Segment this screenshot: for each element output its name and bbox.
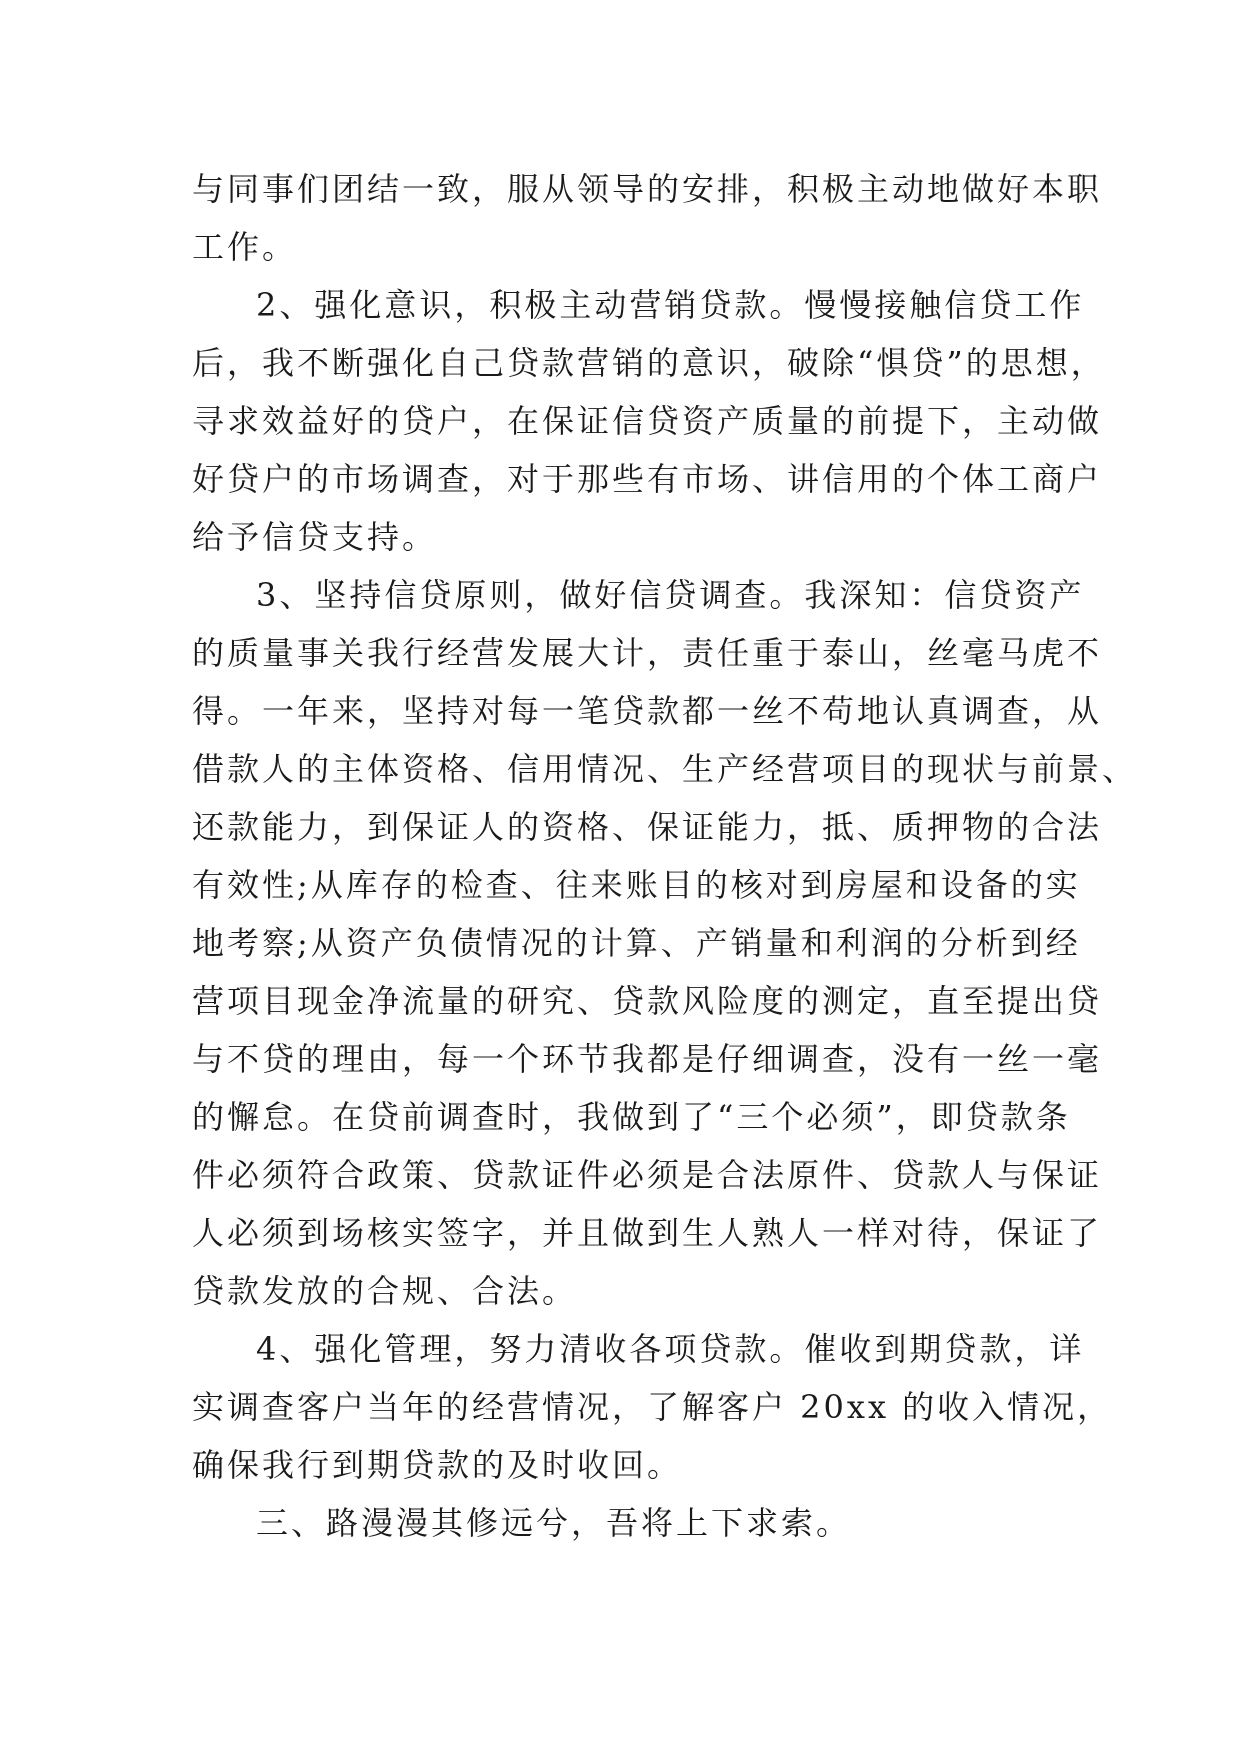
paragraph-start-line: 4、强化管理，努力清收各项贷款。催收到期贷款，详 bbox=[256, 1330, 1085, 1368]
document-body bbox=[192, 160, 1138, 1552]
text-line: 后，我不断强化自己贷款营销的意识，破除“惧贷”的思想， bbox=[192, 344, 1106, 382]
text-line: 寻求效益好的贷户，在保证信贷资产质量的前提下，主动做 bbox=[192, 402, 1103, 440]
text-line: 还款能力，到保证人的资格、保证能力，抵、质押物的合法 bbox=[192, 808, 1103, 846]
section-heading-line: 三、路漫漫其修远兮，吾将上下求索。 bbox=[256, 1504, 852, 1542]
text-line: 确保我行到期贷款的及时收回。 bbox=[192, 1446, 683, 1484]
text-line: 得。一年来，坚持对每一笔贷款都一丝不苟地认真调查，从 bbox=[192, 692, 1103, 730]
text-line: 实调查客户当年的经营情况，了解客户 20xx 的收入情况， bbox=[192, 1388, 1113, 1426]
paragraph-start-line: 3、坚持信贷原则，做好信贷调查。我深知：信贷资产 bbox=[256, 576, 1085, 614]
text-line: 的质量事关我行经营发展大计，责任重于泰山，丝毫马虎不 bbox=[192, 634, 1103, 672]
text-line: 给予信贷支持。 bbox=[192, 518, 438, 556]
text-line: 借款人的主体资格、信用情况、生产经营项目的现状与前景、 bbox=[192, 750, 1138, 788]
text-line: 与同事们团结一致，服从领导的安排，积极主动地做好本职 bbox=[192, 170, 1103, 208]
paragraph-start-line: 2、强化意识，积极主动营销贷款。慢慢接触信贷工作 bbox=[256, 286, 1085, 324]
text-line: 人必须到场核实签字，并且做到生人熟人一样对待，保证了 bbox=[192, 1214, 1103, 1252]
text-line: 件必须符合政策、贷款证件必须是合法原件、贷款人与保证 bbox=[192, 1156, 1103, 1194]
text-line: 好贷户的市场调查，对于那些有市场、讲信用的个体工商户 bbox=[192, 460, 1103, 498]
text-line: 地考察;从资产负债情况的计算、产销量和利润的分析到经 bbox=[192, 924, 1081, 962]
text-line: 有效性;从库存的检查、往来账目的核对到房屋和设备的实 bbox=[192, 866, 1081, 904]
text-line: 工作。 bbox=[192, 228, 298, 266]
text-line: 与不贷的理由，每一个环节我都是仔细调查，没有一丝一毫 bbox=[192, 1040, 1103, 1078]
text-line: 贷款发放的合规、合法。 bbox=[192, 1272, 578, 1310]
text-line: 营项目现金净流量的研究、贷款风险度的测定，直至提出贷 bbox=[192, 982, 1103, 1020]
text-line: 的懈怠。在贷前调查时，我做到了“三个必须”，即贷款条 bbox=[192, 1098, 1071, 1136]
